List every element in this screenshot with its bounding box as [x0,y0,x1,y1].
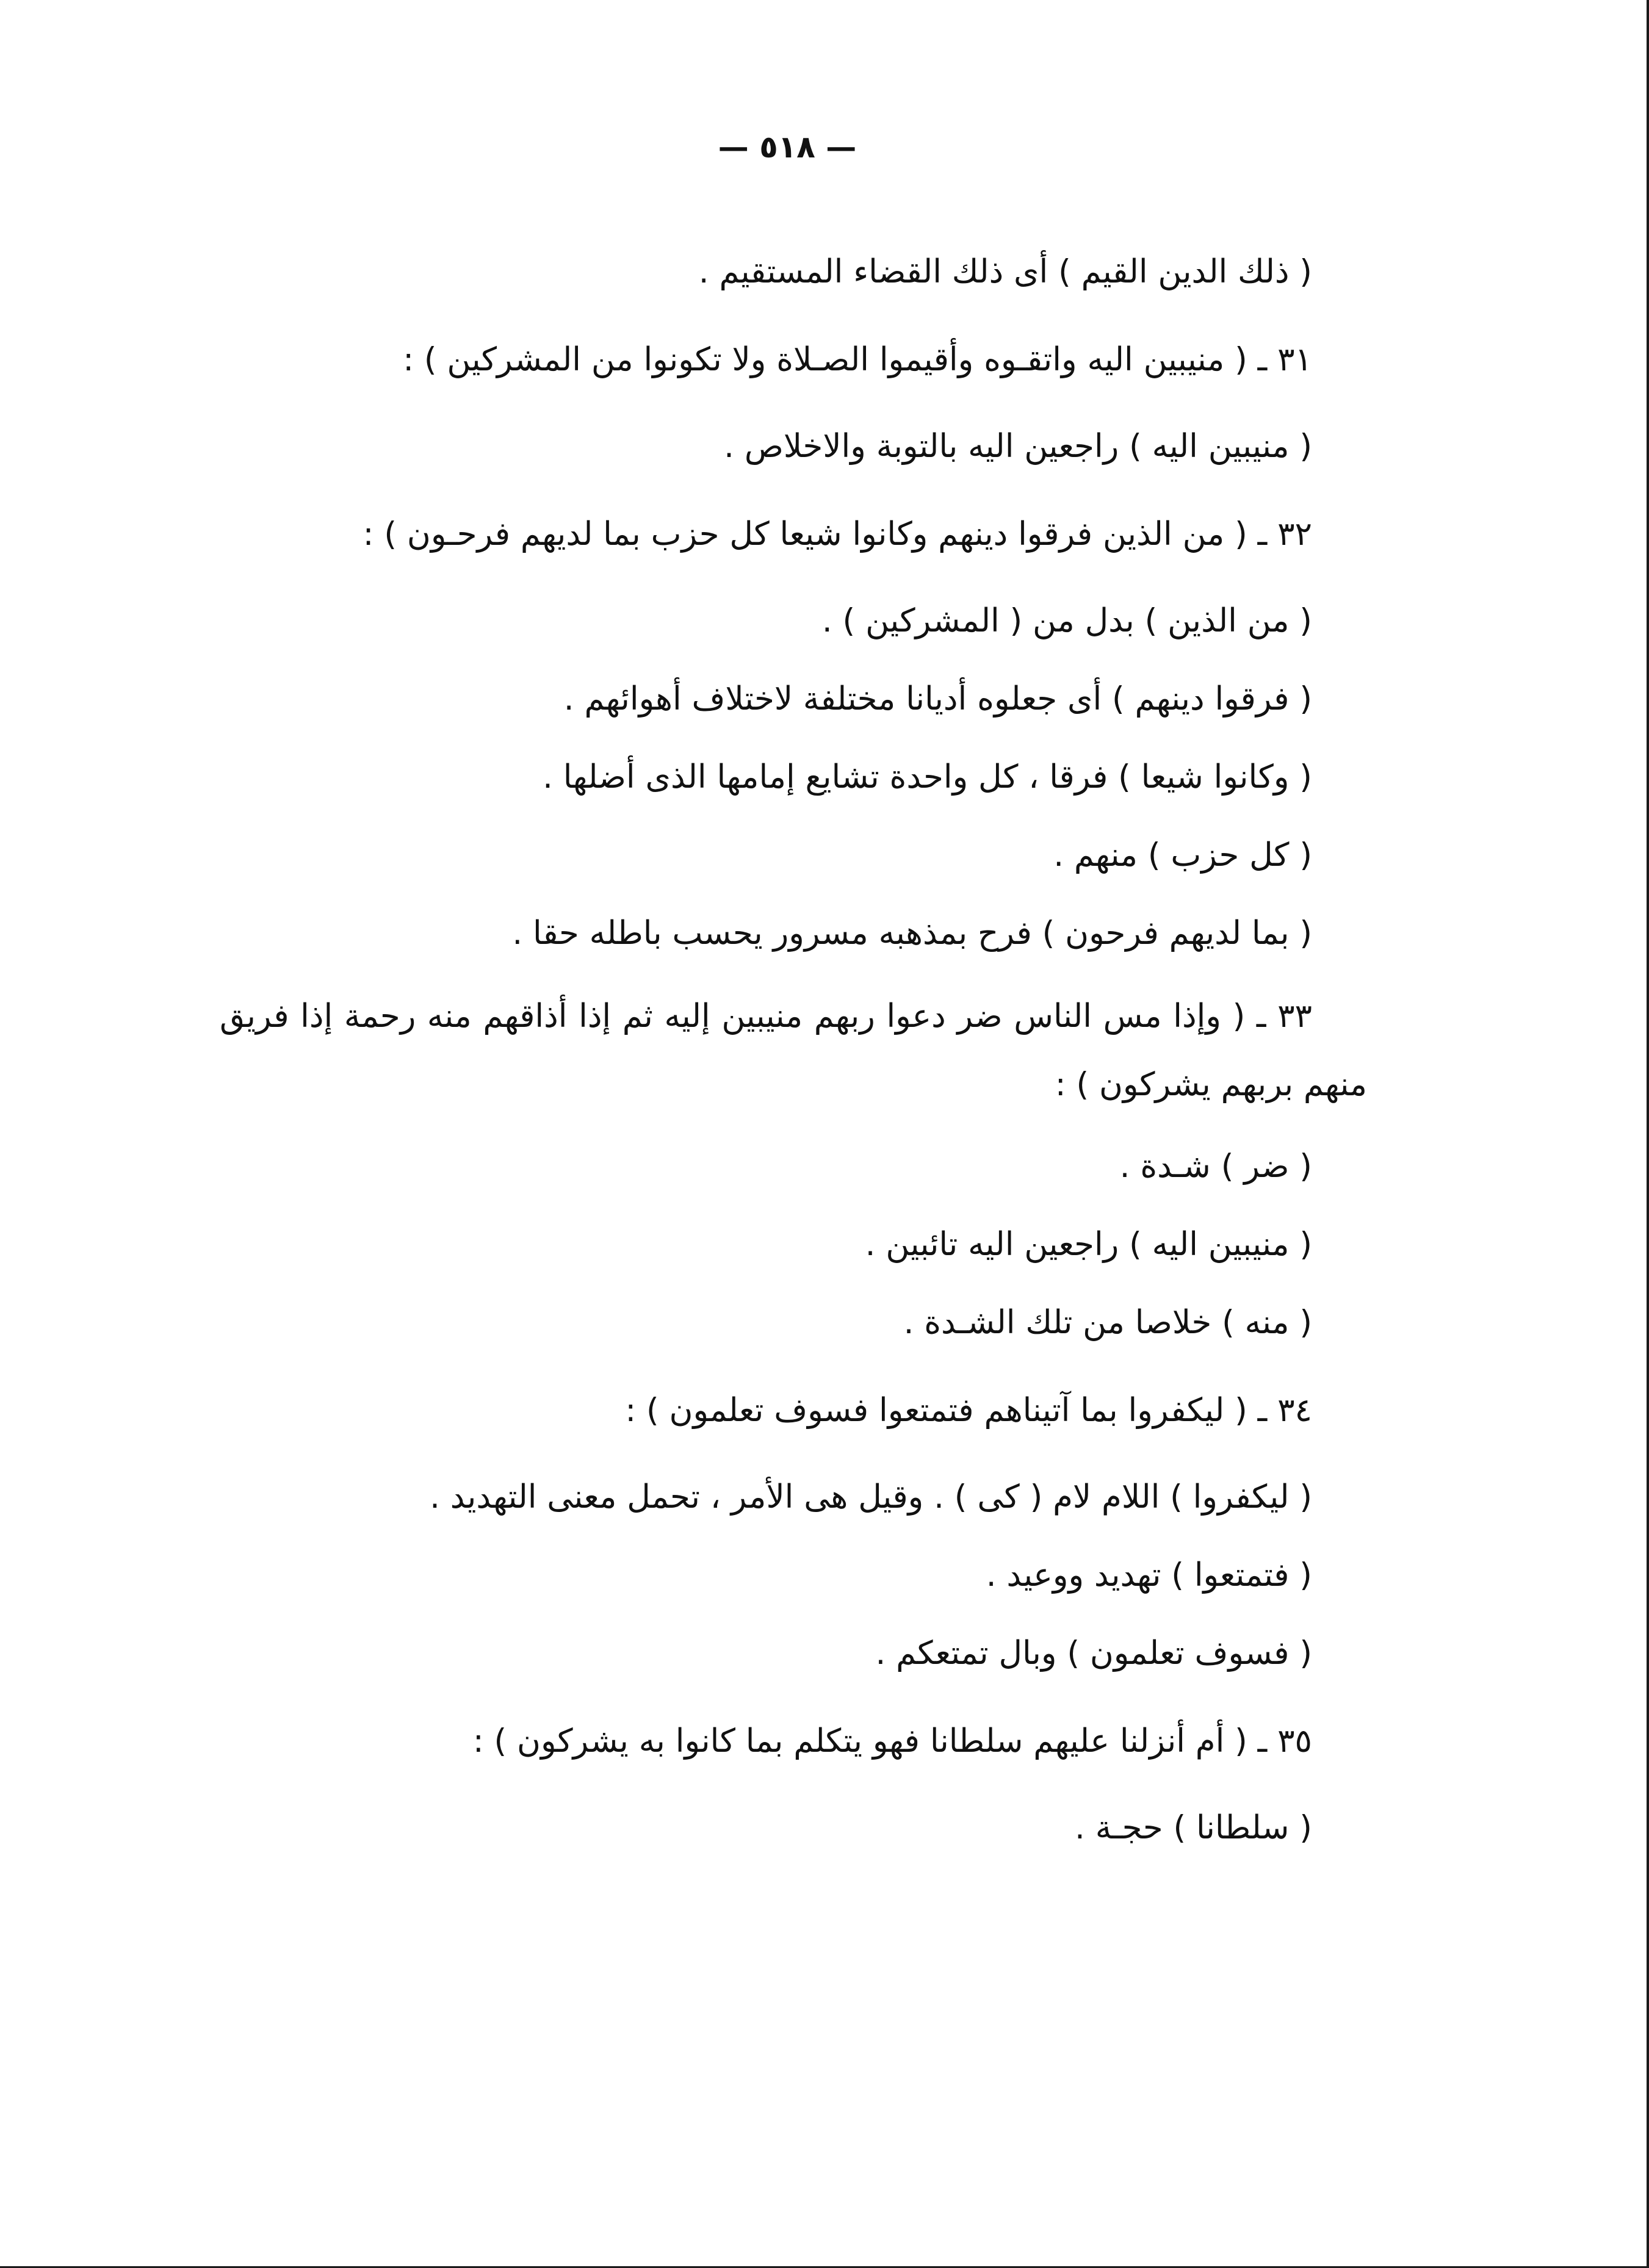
verse-paragraph: ٣٤ ـ ( ليكفروا بما آتيناهم فتمتعوا فسوف تعلمون ) : [625,1392,1312,1429]
gloss-paragraph: ( ضر ) شـدة . [1119,1148,1312,1185]
page-edge-right [1647,0,1649,2268]
page-number: — ٥١٨ — [718,129,857,165]
gloss-paragraph: ( فسوف تعلمون ) وبال تمتعكم . [875,1635,1312,1672]
gloss-paragraph: ( من الذين ) بدل من ( المشركين ) . [821,602,1312,639]
gloss-paragraph: ( فتمتعوا ) تهديد ووعيد . [986,1557,1312,1594]
gloss-paragraph: ( منيبين اليه ) راجعين اليه بالتوبة والاخلاص . [724,428,1312,465]
gloss-paragraph: ( سلطانا ) حجـة . [1075,1809,1312,1846]
gloss-paragraph: ( بما لديهم فرحون ) فرح بمذهبه مسرور يحسب باطله حقا . [512,915,1312,952]
verse-paragraph: ٣٣ ـ ( وإذا مس الناس ضر دعوا ربهم منيبين إليه ثم إذا أذاقهم منه رحمة إذا فريق منهم بربهم يشركون ) : [220,998,1367,1103]
gloss-paragraph: ( ذلك الدين القيم ) أى ذلك القضاء المستقيم . [698,253,1312,290]
commentary-text [220,233,1367,1867]
gloss-paragraph: ( فرقوا دينهم ) أى جعلوه أديانا مختلفة لاختلاف أهوائهم . [563,680,1312,718]
gloss-paragraph: ( ليكفروا ) اللام لام ( كى ) . وقيل هى الأمر ، تحمل معنى التهديد . [430,1478,1312,1516]
verse-paragraph: ٣١ ـ ( منيبين اليه واتقـوه وأقيموا الصـلاة ولا تكونوا من المشركين ) : [403,341,1312,378]
verse-paragraph: ٣٢ ـ ( من الذين فرقوا دينهم وكانوا شيعا كل حزب بما لديهم فرحـون ) : [363,516,1312,553]
gloss-paragraph: ( منه ) خلاصا من تلك الشـدة . [903,1304,1312,1341]
gloss-paragraph: ( وكانوا شيعا ) فرقا ، كل واحدة تشايع إمامها الذى أضلها . [543,758,1312,796]
verse-paragraph: ٣٥ ـ ( أم أنزلنا عليهم سلطانا فهو يتكلم بما كانوا به يشركون ) : [472,1723,1312,1760]
gloss-paragraph: ( منيبين اليه ) راجعين اليه تائبين . [865,1226,1312,1263]
gloss-paragraph: ( كل حزب ) منهم . [1053,837,1312,874]
